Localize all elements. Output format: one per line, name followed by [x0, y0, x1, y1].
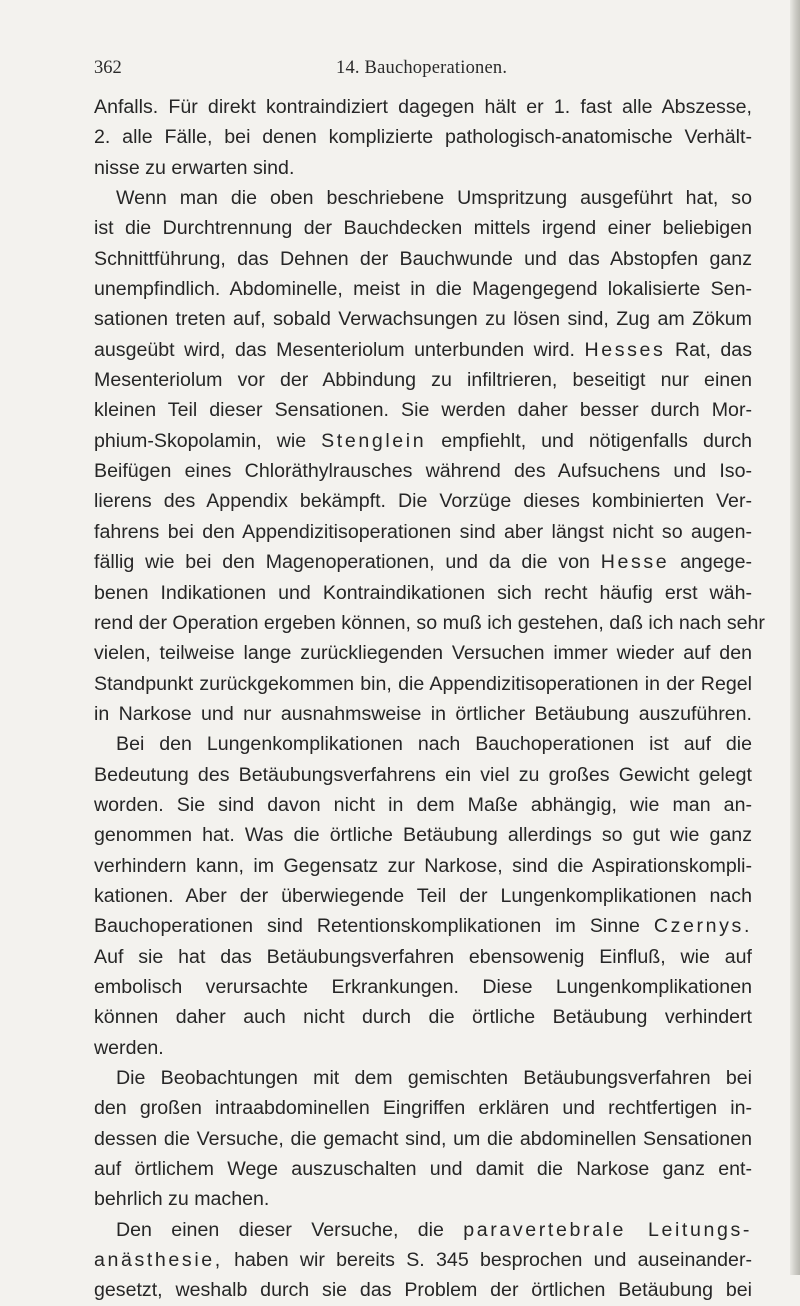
text-line: Wenn man die oben beschriebene Umspritzung ausgeführt hat, so [116, 187, 752, 210]
text-line [94, 1245, 752, 1275]
text-line: kleinen Teil dieser Sensationen. Sie werden daher besser durch Mor- [94, 399, 752, 422]
text-line [94, 426, 752, 456]
text-line: werden. [94, 1036, 164, 1059]
text-line: Schnittführung, das Dehnen der Bauchwunde und das Abstopfen ganz [94, 247, 752, 270]
line-segment: angege- [680, 551, 752, 574]
text-line: in Narkose und nur ausnahmsweise in örtlicher Betäubung auszuführen. [94, 702, 752, 725]
scan-edge-shadow [790, 0, 800, 1275]
text-line: gesetzt, weshalb durch sie das Problem der örtlichen Betäubung bei [94, 1279, 752, 1302]
text-line: Mesenteriolum vor der Abbindung zu infiltrieren, beseitigt nur einen [94, 369, 752, 392]
text-line: sationen treten auf, sobald Verwachsungen zu lösen sind, Zug am Zökum [94, 308, 752, 331]
running-head: 14. Bauchoperationen. [336, 58, 508, 78]
text-line: embolisch verursachte Erkrankungen. Diese Lungenkomplikationen [94, 975, 752, 998]
text-line: kationen. Aber der überwiegende Teil der Lungenkomplikationen nach [94, 884, 752, 907]
text-line [94, 547, 752, 577]
text-line [94, 911, 752, 941]
text-line: lierens des Appendix bekämpft. Die Vorzüge dieses kombinierten Ver- [94, 490, 752, 513]
text-line: den großen intraabdominellen Eingriffen erklären und rechtfertigen in- [94, 1097, 752, 1120]
text-line: Anfalls. Für direkt kontraindiziert dagegen hält er 1. fast alle Abszesse, [94, 96, 752, 118]
text-line [94, 335, 752, 365]
line-segment: empfiehlt, und nötigenfalls durch [441, 429, 752, 452]
text-line: benen Indikationen und Kontraindikationen sich recht häufig erst wäh- [94, 581, 752, 604]
text-line: fahrens bei den Appendizitisoperationen sind aber längst nicht so augen- [94, 520, 752, 543]
text-line: behrlich zu machen. [94, 1188, 270, 1211]
line-segment: fällig wie bei den Magenoperationen, und da die von [94, 551, 590, 574]
line-segment: Rat, das [674, 338, 752, 361]
term-emphasis: paravertebrale Leitungs- [463, 1218, 752, 1241]
text-line: unempfindlich. Abdominelle, meist in die Magengegend lokalisierte Sen- [94, 278, 752, 301]
text-line: ist die Durchtrennung der Bauchdecken mittels irgend einer beliebigen [94, 217, 752, 240]
text-line: Standpunkt zurückgekommen bin, die Appendizitisoperationen in der Regel [94, 672, 752, 695]
text-line: vielen, teilweise lange zurückliegenden Versuchen immer wieder auf den [94, 642, 752, 665]
line-segment: phium-Skopolamin, wie [94, 429, 307, 452]
text-line: Bei den Lungenkomplikationen nach Bauchoperationen ist auf die [116, 733, 752, 756]
author-name: Stenglein [321, 429, 427, 452]
text-line: Beifügen eines Chloräthylrausches während des Aufsuchens und Iso- [94, 460, 752, 483]
author-name: Czernys. [653, 915, 752, 938]
term-emphasis: anästhesie, [94, 1249, 223, 1272]
line-segment: Den einen dieser Versuche, die [116, 1218, 444, 1241]
text-line: auf örtlichem Wege auszuschalten und damit die Narkose ganz ent- [94, 1158, 752, 1181]
page-header [94, 58, 752, 92]
text-line: genommen hat. Was die örtliche Betäubung allerdings so gut wie ganz [94, 824, 752, 847]
text-line: dessen die Versuche, die gemacht sind, um die abdominellen Sensationen [94, 1127, 752, 1150]
text-line: worden. Sie sind davon nicht in dem Maße abhängig, wie man an- [94, 793, 752, 816]
text-line [94, 1215, 752, 1245]
text-line: nisse zu erwarten sind. [94, 156, 295, 179]
author-name: Hesses [584, 338, 666, 361]
line-segment: haben wir bereits S. 345 besprochen und auseinander- [234, 1249, 752, 1272]
author-name: Hesse [600, 551, 670, 574]
text-line: 2. alle Fälle, bei denen komplizierte pathologisch-anatomische Verhält- [94, 126, 752, 149]
text-line: rend der Operation ergeben können, so muß ich gestehen, daß ich nach sehr [94, 611, 765, 634]
body-text [94, 92, 765, 1306]
text-line: verhindern kann, im Gegensatz zur Narkose, sind die Aspirationskompli- [94, 854, 752, 877]
page-number: 362 [94, 58, 122, 78]
line-segment: Bauchoperationen sind Retentionskomplikationen im Sinne [94, 915, 640, 938]
line-segment: ausgeübt wird, das Mesenteriolum unterbunden wird. [94, 338, 575, 361]
text-line: können daher auch nicht durch die örtliche Betäubung verhindert [94, 1006, 752, 1029]
book-page [94, 58, 765, 1306]
text-line: Bedeutung des Betäubungsverfahrens ein viel zu großes Gewicht gelegt [94, 763, 752, 786]
text-line: Die Beobachtungen mit dem gemischten Betäubungsverfahren bei [116, 1067, 752, 1089]
text-line: Auf sie hat das Betäubungsverfahren ebensowenig Einfluß, wie auf [94, 945, 752, 968]
